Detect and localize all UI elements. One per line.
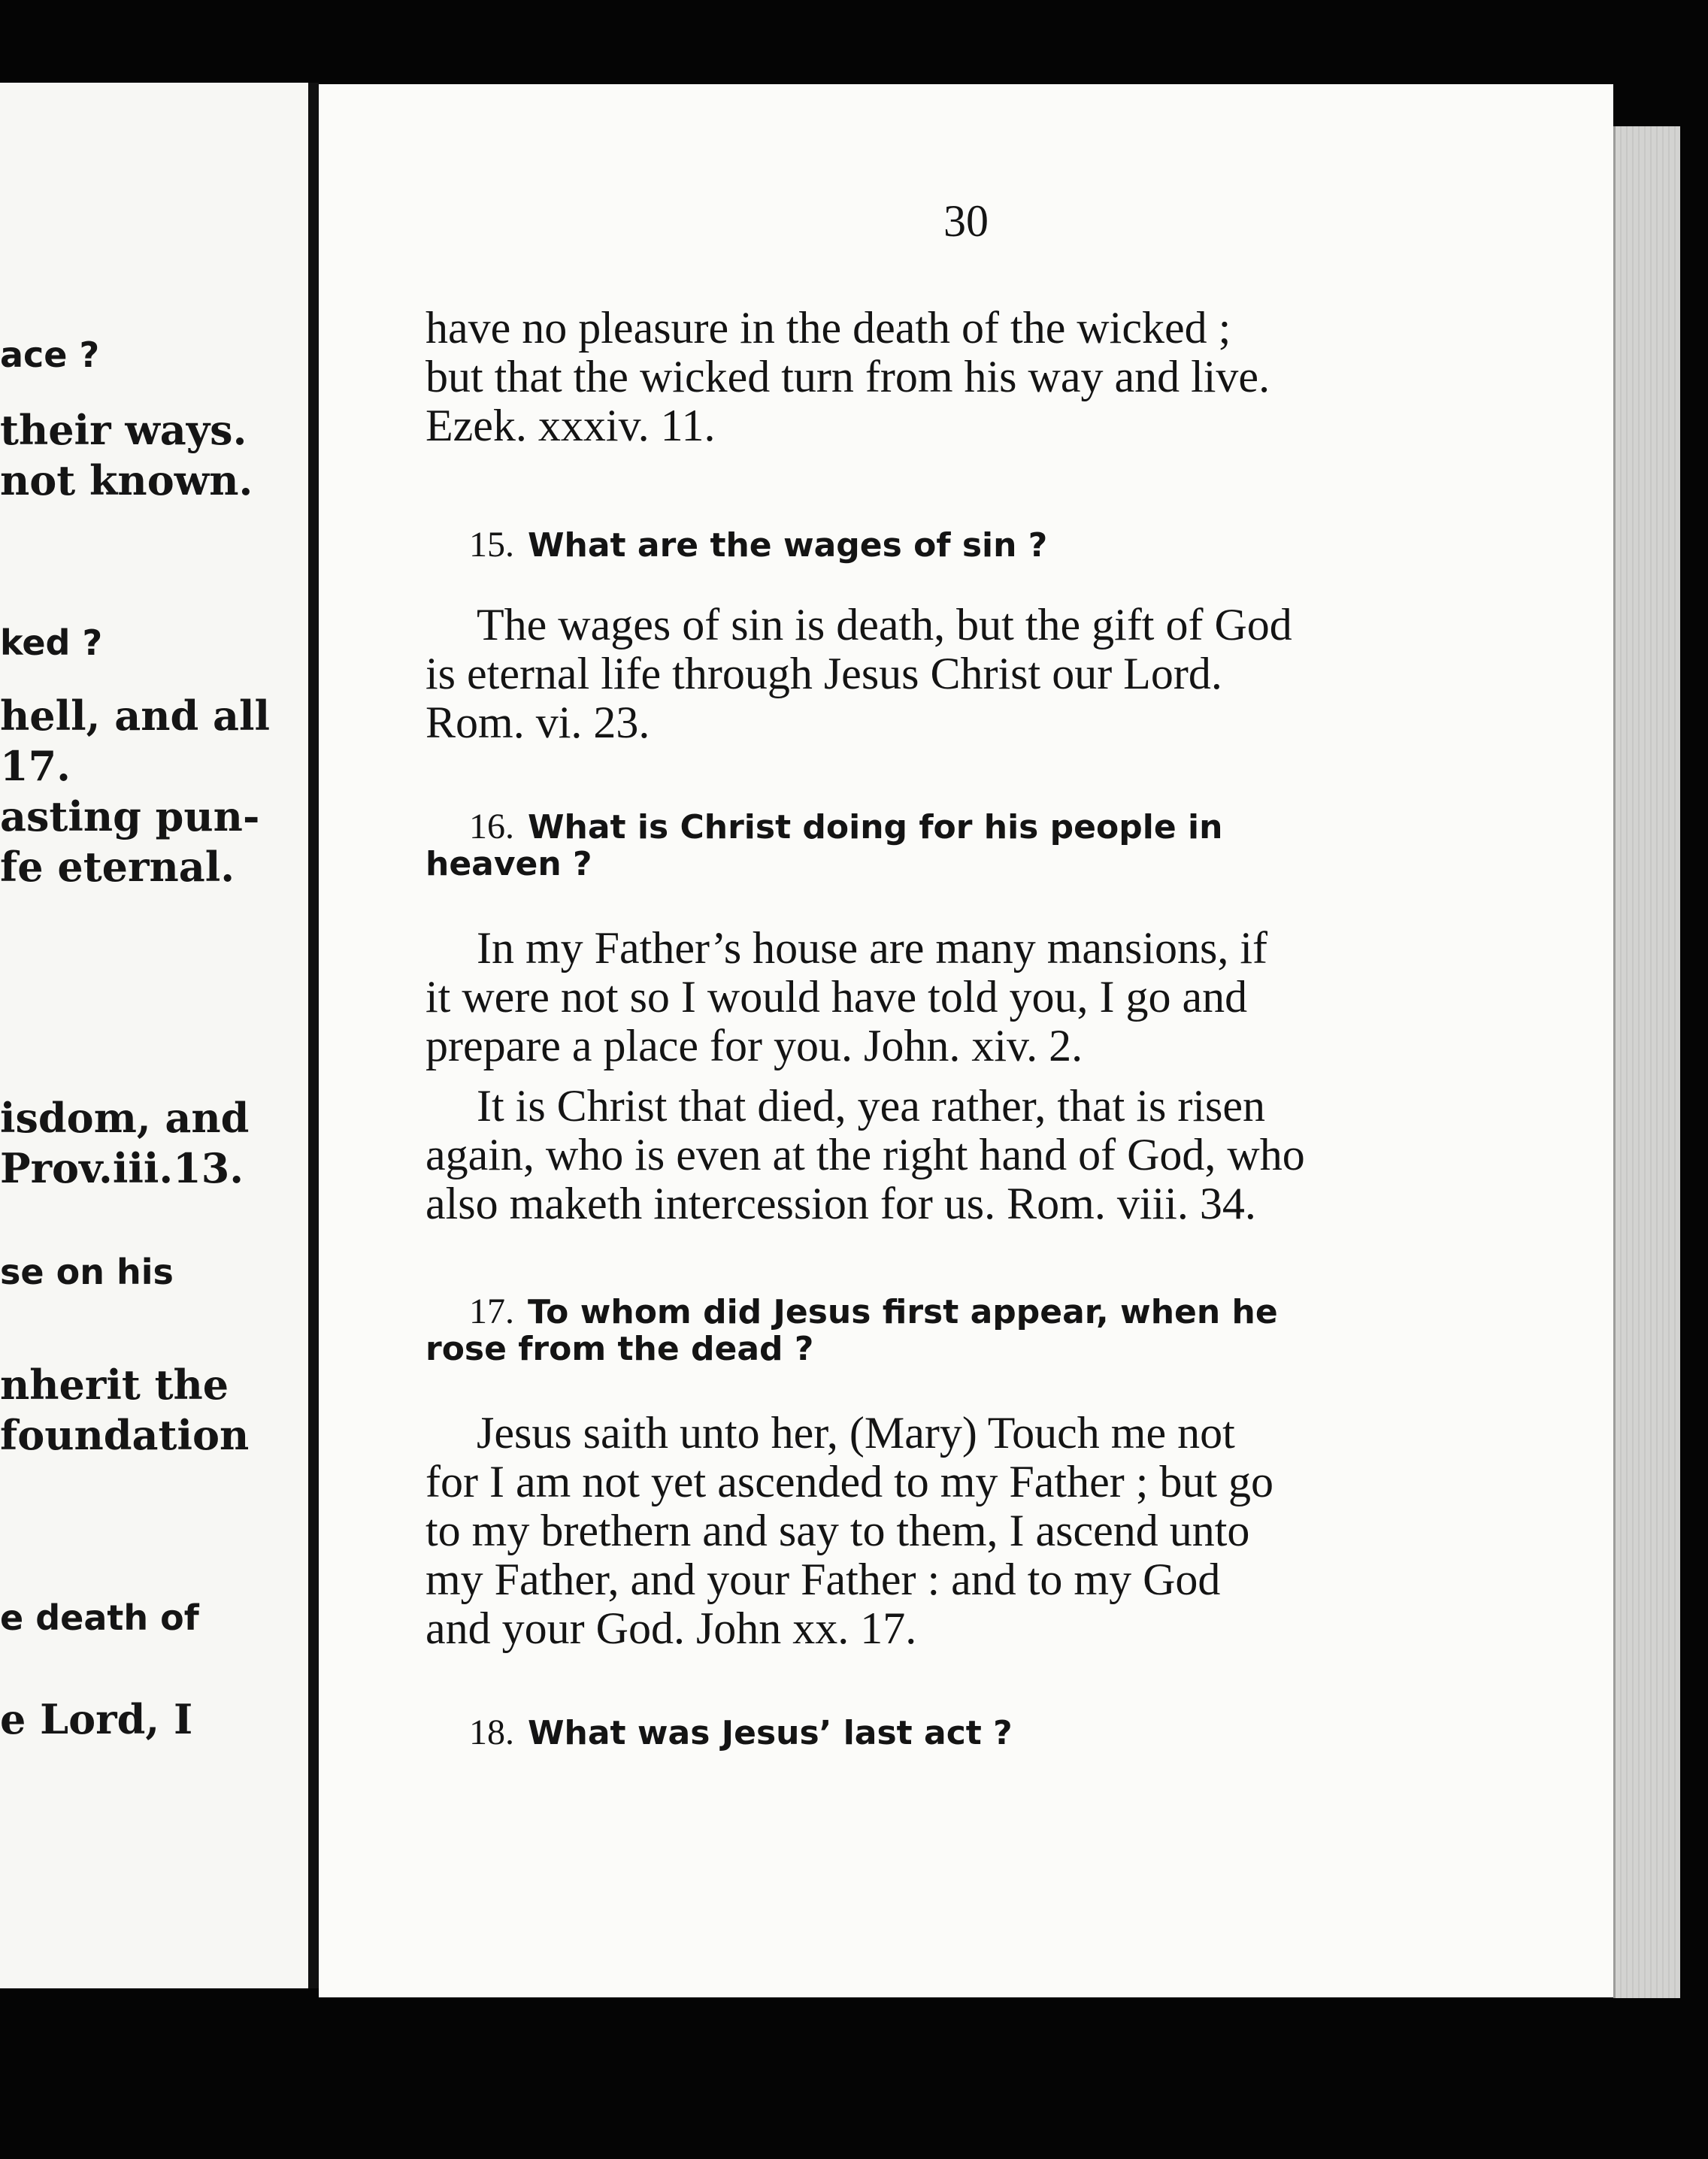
- question-17-continued: rose from the dead ?: [425, 1330, 814, 1368]
- answer-line: again, who is even at the right hand of God, who: [425, 1130, 1305, 1179]
- question-text: What are the wages of sin ?: [528, 526, 1048, 565]
- answer-line: also maketh intercession for us. Rom. viii. 34.: [425, 1179, 1256, 1228]
- left-page-line: nherit the: [0, 1361, 229, 1409]
- question-16: [469, 806, 1222, 847]
- left-page-line: not known.: [0, 456, 253, 504]
- left-page-line: isdom, and: [0, 1094, 250, 1142]
- question-16-continued: heaven ?: [425, 845, 592, 883]
- question-number: 18.: [469, 1712, 514, 1752]
- left-page-line: e death of: [0, 1597, 199, 1638]
- answer-line: It is Christ that died, yea rather, that is risen: [477, 1081, 1266, 1131]
- answer-line: my Father, and your Father : and to my God: [425, 1555, 1221, 1604]
- right-page: [319, 84, 1613, 1997]
- left-page-line: ked ?: [0, 622, 103, 663]
- left-page: [0, 83, 308, 1988]
- question-number: 17.: [469, 1291, 514, 1331]
- answer-line: and your God. John xx. 17.: [425, 1603, 917, 1653]
- question-18: [469, 1712, 1013, 1753]
- left-page-line: their ways.: [0, 406, 247, 454]
- continuation-line: Ezek. xxxiv. 11.: [425, 401, 716, 450]
- question-text: To whom did Jesus first appear, when he: [528, 1293, 1278, 1331]
- left-page-line: foundation: [0, 1411, 250, 1459]
- left-page-line: 17.: [0, 742, 71, 790]
- book-gutter: [308, 83, 319, 1988]
- question-number: 15.: [469, 525, 514, 565]
- answer-line: Jesus saith unto her, (Mary) Touch me not: [477, 1408, 1235, 1458]
- left-page-line: fe eternal.: [0, 843, 235, 891]
- answer-line: In my Father’s house are many mansions, if: [477, 923, 1268, 973]
- page-stack-edge: [1613, 126, 1680, 1998]
- continuation-line: have no pleasure in the death of the wicked ;: [425, 303, 1231, 353]
- answer-line: The wages of sin is death, but the gift of God: [477, 600, 1292, 650]
- continuation-line: but that the wicked turn from his way and live.: [425, 352, 1270, 401]
- answer-line: is eternal life through Jesus Christ our Lord.: [425, 649, 1222, 698]
- left-page-line: e Lord, I: [0, 1695, 193, 1743]
- question-15: [469, 524, 1047, 565]
- left-page-line: se on his: [0, 1252, 174, 1292]
- left-page-line: ace ?: [0, 335, 100, 375]
- left-page-line: Prov.iii.13.: [0, 1144, 244, 1192]
- answer-line: prepare a place for you. John. xiv. 2.: [425, 1021, 1083, 1070]
- answer-line: to my brethern and say to them, I ascend unto: [425, 1506, 1250, 1555]
- left-page-line: asting pun-: [0, 792, 260, 840]
- left-page-line: hell, and all: [0, 692, 271, 740]
- page-number: 30: [943, 196, 989, 246]
- question-number: 16.: [469, 807, 514, 846]
- question-17: [469, 1291, 1278, 1332]
- question-text: What is Christ doing for his people in: [528, 808, 1223, 846]
- answer-line: Rom. vi. 23.: [425, 698, 650, 747]
- question-text: What was Jesus’ last act ?: [528, 1714, 1013, 1752]
- answer-line: for I am not yet ascended to my Father ; but go: [425, 1457, 1274, 1506]
- answer-line: it were not so I would have told you, I go and: [425, 972, 1248, 1022]
